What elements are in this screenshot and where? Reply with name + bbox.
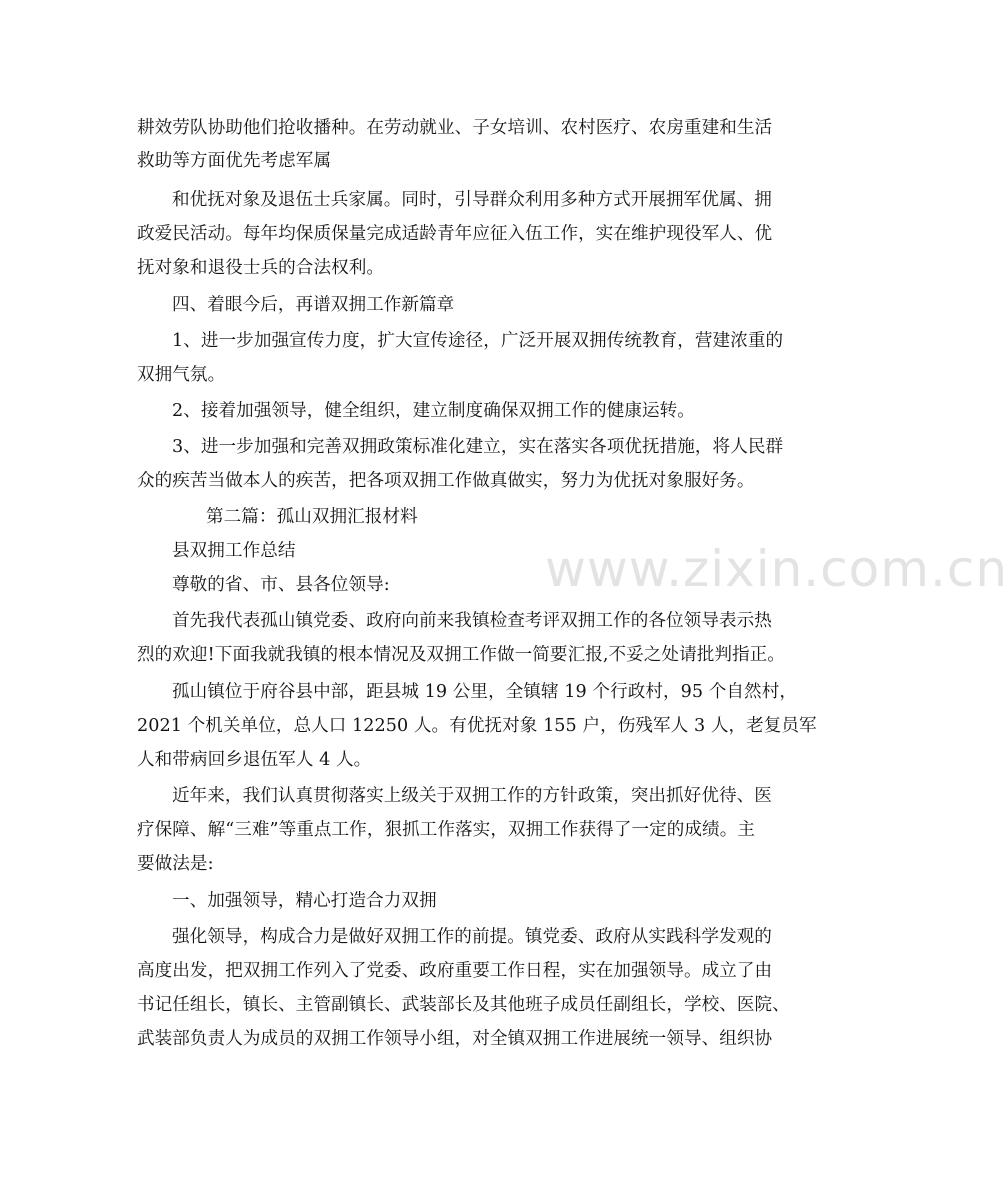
paragraph-line: 抚对象和退役士兵的合法权利。 — [137, 258, 385, 278]
paragraph-line: 耕效劳队协助他们抢收播种。在劳动就业、子女培训、农村医疗、农房重建和生活 — [137, 118, 773, 138]
paragraph-line: 2、接着加强领导，健全组织，建立制度确保双拥工作的健康运转。 — [172, 401, 695, 421]
paragraph-line: 1、进一步加强宣传力度，扩大宣传途径，广泛开展双拥传统教育，营建浓重的 — [172, 331, 784, 351]
paragraph-line: 2021 个机关单位，总人口 12250 人。有优抚对象 155 户，伤残军人 3 人，老复员军 — [137, 716, 817, 736]
paragraph-line: 武装部负责人为成员的双拥工作领导小组，对全镇双拥工作进展统一领导、组织协 — [137, 1029, 773, 1049]
section-heading: 一、加强领导，精心打造合力双拥 — [172, 891, 437, 911]
paragraph-line: 人和带病回乡退伍军人 4 人。 — [137, 750, 372, 770]
paragraph-line: 高度出发，把双拥工作列入了党委、政府重要工作日程，实在加强领导。成立了由 — [137, 961, 773, 981]
watermark: www.zixin.com.cn — [545, 540, 1008, 598]
paragraph-line: 强化领导，构成合力是做好双拥工作的前提。镇党委、政府从实践科学发观的 — [172, 927, 772, 947]
paragraph-line: 首先我代表孤山镇党委、政府向前来我镇检查考评双拥工作的各位领导表示热 — [172, 611, 772, 631]
paragraph-line: 近年来，我们认真贯彻落实上级关于双拥工作的方针政策，突出抓好优待、医 — [172, 786, 772, 806]
paragraph-line: 政爱民活动。每年均保质保量完成适龄青年应征入伍工作，实在维护现役军人、优 — [137, 224, 773, 244]
paragraph-line: 孤山镇位于府谷县中部，距县城 19 公里，全镇辖 19 个行政村，95 个自然村， — [172, 682, 797, 702]
section-heading: 四、着眼今后，再谱双拥工作新篇章 — [172, 295, 455, 315]
salutation: 尊敬的省、市、县各位领导: — [172, 575, 390, 595]
paragraph-line: 书记任组长，镇长、主管副镇长、武装部长及其他班子成员任副组长，学校、医院、 — [137, 995, 790, 1015]
paragraph-line: 疗保障、解“三难”等重点工作，狠抓工作落实，双拥工作获得了一定的成绩。主 — [137, 820, 755, 840]
subtitle: 县双拥工作总结 — [172, 541, 296, 561]
chapter-title: 第二篇：孤山双拥汇报材料 — [206, 507, 418, 527]
paragraph-line: 众的疾苦当做本人的疾苦，把各项双拥工作做真做实，努力为优抚对象服好务。 — [137, 471, 755, 491]
paragraph-line: 要做法是: — [137, 854, 214, 874]
paragraph-line: 和优抚对象及退伍士兵家属。同时，引导群众利用多种方式开展拥军优属、拥 — [172, 190, 772, 210]
paragraph-line: 双拥气氛。 — [137, 365, 226, 385]
paragraph-line: 救助等方面优先考虑军属 — [137, 151, 332, 171]
paragraph-line: 烈的欢迎!下面我就我镇的根本情况及双拥工作做一简要汇报,不妥之处请批判指正。 — [137, 645, 785, 665]
paragraph-line: 3、进一步加强和完善双拥政策标准化建立，实在落实各项优抚措施，将人民群 — [172, 437, 784, 457]
